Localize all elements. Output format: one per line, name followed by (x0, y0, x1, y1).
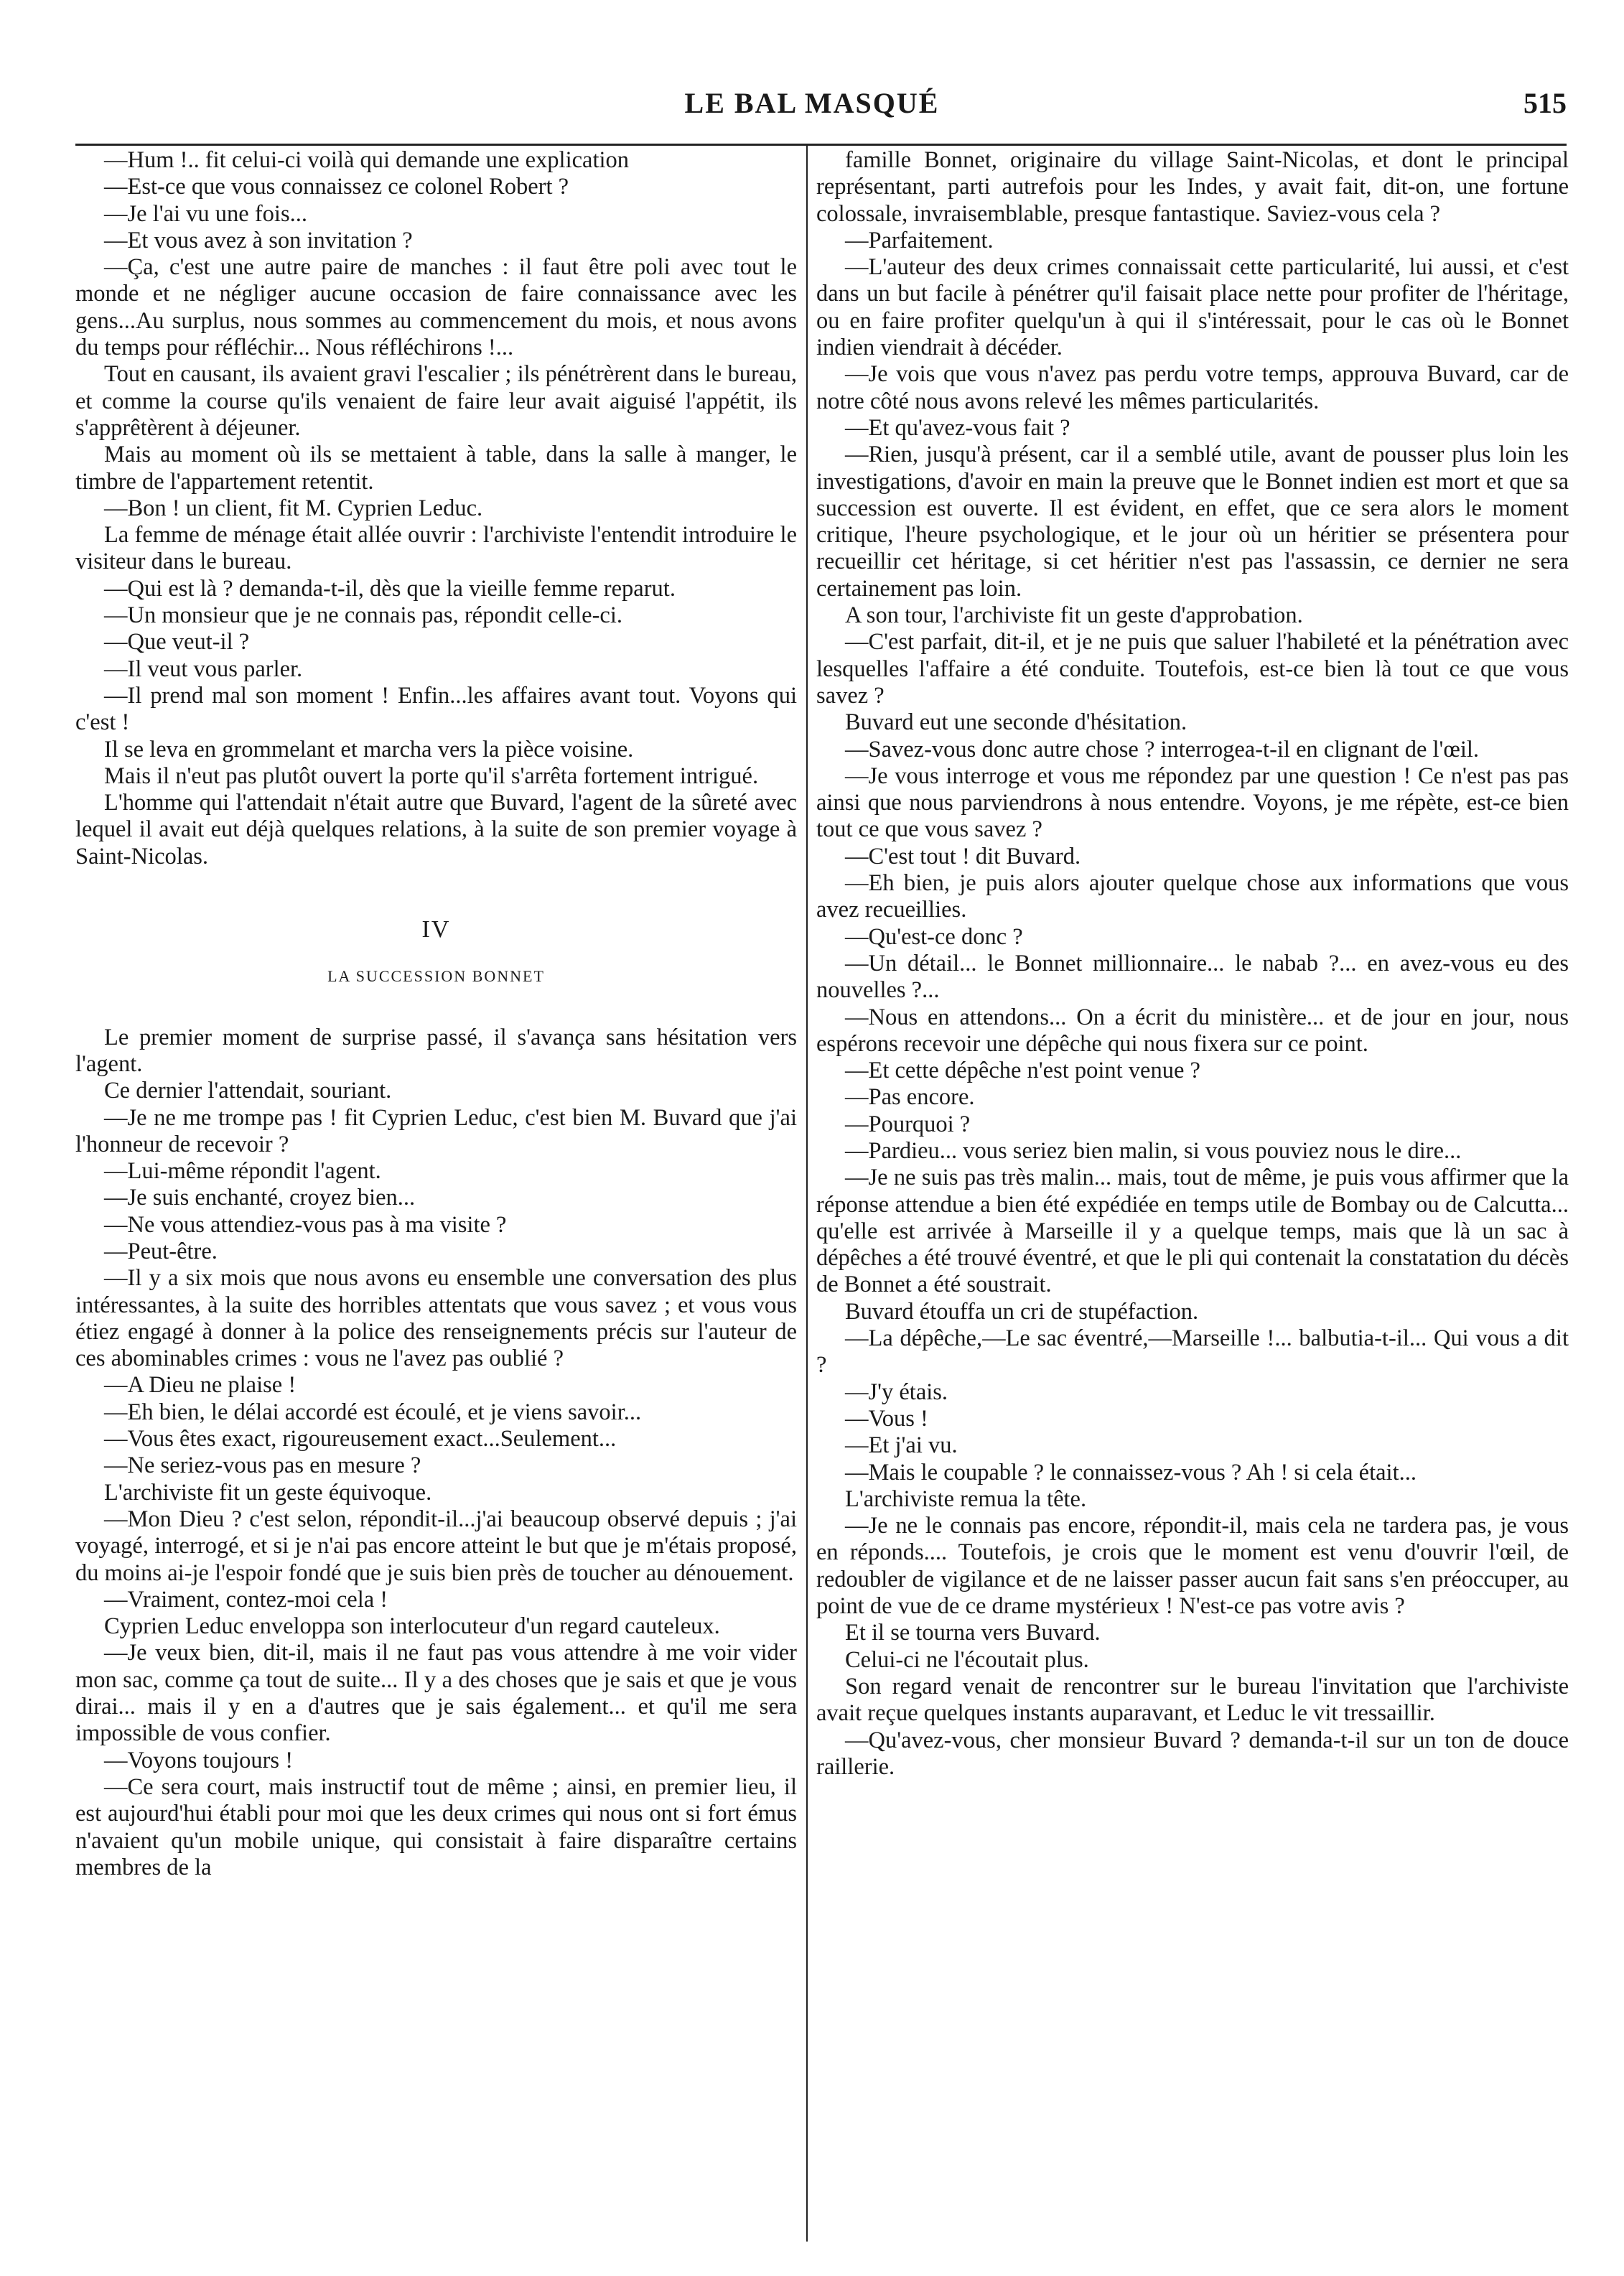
paragraph: —Et qu'avez-vous fait ? (845, 414, 1070, 441)
column-divider (806, 145, 808, 2242)
paragraph: La femme de ménage était allée ouvrir : l'archiviste l'entendit introduire le visiteur dans le bureau. (75, 522, 797, 575)
paragraph: —Parfaitement. (845, 227, 994, 253)
paragraph: —Et j'ai vu. (845, 1432, 958, 1459)
right-column (816, 147, 1569, 1781)
paragraph: —Je l'ai vu une fois... (104, 200, 307, 227)
paragraph: L'archiviste remua la tête. (845, 1486, 1087, 1512)
paragraph: —A Dieu ne plaise ! (104, 1372, 297, 1399)
paragraph: —Un monsieur que je ne connais pas, répondit celle-ci. (104, 602, 622, 629)
header-rule (75, 144, 1567, 146)
paragraph: —Je ne le connais pas encore, répondit-il, mais cela ne tardera pas, je vous en réponds.... Toutefois, je crois que le moment est venu d'ouvrir l'œil, de redoubler de vigilance et de ne laisser passer aucun fait sans s'en préoccuper, au point de vue de ce drame mystérieux ! N'est-ce pas votre avis ? (816, 1513, 1569, 1620)
paragraph: Il se leva en grommelant et marcha vers la pièce voisine. (104, 736, 634, 762)
paragraph: —Je ne suis pas très malin... mais, tout de même, je puis vous affirmer que la réponse attendue a bien été expédiée en temps utile de Bombay ou de Calcutta... qu'elle est arrivée à Marseille il y a quelque temps, mais que là un sac à dépêches a été trouvé éventré, et que le pli qui contenait la constatation du décès de Bonnet a été soustrait. (816, 1165, 1569, 1298)
left-column (75, 147, 797, 1881)
paragraph: —Savez-vous donc autre chose ? interrogea-t-il en clignant de l'œil. (845, 736, 1480, 762)
paragraph: —Mais le coupable ? le connaissez-vous ? Ah ! si cela était... (845, 1459, 1417, 1486)
paragraph: —Hum !.. fit celui-ci voilà qui demande une explication (104, 147, 630, 173)
paragraph: —Qui est là ? demanda-t-il, dès que la vieille femme reparut. (104, 575, 676, 602)
paragraph: famille Bonnet, originaire du village Saint-Nicolas, et dont le principal représentant, parti autrefois pour les Indes, y avait fait, dit-on, une fortune colossale, invraisemblable, presque fantastique. Saviez-vous cela ? (816, 147, 1569, 227)
paragraph: —Vous ! (845, 1405, 928, 1432)
paragraph: —Peut-être. (104, 1238, 218, 1264)
paragraph: —Qu'est-ce donc ? (845, 923, 1023, 950)
paragraph: —J'y étais. (845, 1379, 948, 1405)
paragraph: —Je veux bien, dit-il, mais il ne faut pas vous attendre à me voir vider mon sac, comme ça tout de suite... Il y a des choses que je sais et que je vous dirai... mais il y en a d'autres que je sais également... et qu'il me sera impossible de vous confier. (75, 1640, 797, 1747)
paragraph: —Un détail... le Bonnet millionnaire... le nabab ?... en avez-vous eu des nouvelles ?... (816, 950, 1569, 1004)
paragraph: —Ne vous attendiez-vous pas à ma visite ? (104, 1211, 507, 1238)
paragraph: —C'est parfait, dit-il, et je ne puis que saluer l'habileté et la pénétration avec lesquelles l'affaire a été conduite. Toutefois, est-ce bien là tout ce que vous savez ? (816, 629, 1569, 709)
page-header (0, 86, 1624, 129)
running-title: LE BAL MASQUÉ (684, 87, 940, 119)
paragraph: Cyprien Leduc enveloppa son interlocuteur d'un regard cauteleux. (104, 1613, 720, 1640)
paragraph: —Pardieu... vous seriez bien malin, si vous pouviez nous le dire... (845, 1137, 1462, 1164)
paragraph: Ce dernier l'attendait, souriant. (104, 1078, 392, 1104)
paragraph: Mais il n'eut pas plutôt ouvert la porte qu'il s'arrêta fortement intrigué. (104, 762, 759, 789)
paragraph: —Il y a six mois que nous avons eu ensemble une conversation des plus intéressantes, à la suite des horribles attentats que vous savez ; et vous vous étiez engagé à donner à la police des renseignements précis sur l'auteur de ces abominables crimes : vous ne l'avez pas oublié ? (75, 1265, 797, 1372)
paragraph: —Ce sera court, mais instructif tout de même ; ainsi, en premier lieu, il est aujourd'hui établi pour moi que les deux crimes qui nous ont si fort émus n'avaient qu'un mobile unique, qui consistait à faire disparaître certains membres de la (75, 1773, 797, 1880)
paragraph: —Mon Dieu ? c'est selon, répondit-il...j'ai beaucoup observé depuis ; j'ai voyagé, interrogé, et si je n'ai pas encore atteint le but que je m'étais proposé, du moins ai-je l'espoir fondé que je suis bien près de toucher au dénouement. (75, 1506, 797, 1586)
paragraph: Tout en causant, ils avaient gravi l'escalier ; ils pénétrèrent dans le bureau, et comme la course qu'ils venaient de faire leur avait aiguisé l'appétit, ils s'apprêtèrent à déjeuner. (75, 361, 797, 441)
paragraph: —Rien, jusqu'à présent, car il a semblé utile, avant de pousser plus loin les investigations, d'avoir en main la preuve que le Bonnet indien est mort et que sa succession est ouverte. Il est évident, en effet, que ce sera alors le moment critique, l'heure psychologique, et le jour où un héritier se présentera pour recueillir cet héritage, si cet héritier n'est pas l'assassin, ce dernier ne sera certainement pas loin. (816, 442, 1569, 602)
paragraph: —Je vois que vous n'avez pas perdu votre temps, approuva Buvard, car de notre côté nous avons relevé les mêmes particularités. (816, 361, 1569, 414)
paragraph: —Vous êtes exact, rigoureusement exact...Seulement... (104, 1426, 617, 1452)
paragraph: Celui-ci ne l'écoutait plus. (845, 1646, 1089, 1673)
paragraph: —Que veut-il ? (104, 629, 250, 656)
paragraph: —Nous en attendons... On a écrit du ministère... et de jour en jour, nous espérons recevoir une dépêche qui nous fixera sur ce point. (816, 1004, 1569, 1057)
page-number: 515 (1523, 87, 1567, 119)
paragraph: Buvard eut une seconde d'hésitation. (845, 709, 1187, 736)
paragraph: —Pas encore. (845, 1084, 975, 1111)
paragraph: L'homme qui l'attendait n'était autre que Buvard, l'agent de la sûreté avec lequel il avait eut déjà quelques relations, à la suite de son premier voyage à Saint-Nicolas. (75, 790, 797, 869)
paragraph: —Et cette dépêche n'est point venue ? (845, 1058, 1200, 1084)
paragraph: —Il prend mal son moment ! Enfin...les affaires avant tout. Voyons qui c'est ! (75, 682, 797, 736)
chapter-number: IV (421, 916, 451, 943)
paragraph: —Eh bien, je puis alors ajouter quelque chose aux informations que vous avez recueillies. (816, 870, 1569, 923)
paragraph: —C'est tout ! dit Buvard. (845, 843, 1081, 869)
paragraph: —Eh bien, le délai accordé est écoulé, et je viens savoir... (104, 1399, 642, 1425)
left-column-text-after-chapter (75, 1025, 797, 1882)
paragraph: Et il se tourna vers Buvard. (845, 1620, 1101, 1646)
paragraph: —Et vous avez à son invitation ? (104, 227, 413, 253)
paragraph: —Je vous interroge et vous me répondez par une question ! Ce n'est pas pas ainsi que nous parviendrons à nous entendre. Voyons, je me répète, est-ce bien tout ce que vous savez ? (816, 762, 1569, 843)
paragraph: Buvard étouffa un cri de stupéfaction. (845, 1298, 1199, 1325)
chapter-title: LA SUCCESSION BONNET (327, 967, 545, 986)
paragraph: —Lui-même répondit l'agent. (104, 1158, 381, 1185)
left-column-text-before-chapter (75, 147, 797, 870)
paragraph: Mais au moment où ils se mettaient à table, dans la salle à manger, le timbre de l'appartement retentit. (75, 442, 797, 495)
paragraph: —Pourquoi ? (845, 1111, 971, 1137)
paragraph: L'archiviste fit un geste équivoque. (104, 1479, 432, 1506)
right-column-text (816, 147, 1569, 1781)
paragraph: —L'auteur des deux crimes connaissait cette particularité, lui aussi, et c'est dans un but facile à pénétrer qu'il faisait place nette pour profiter de l'héritage, ou en faire profiter quelqu'un à qui il s'intéressait, pour le cas où le Bonnet indien viendrait à décéder. (816, 254, 1569, 361)
paragraph: —Qu'avez-vous, cher monsieur Buvard ? demanda-t-il sur un ton de douce raillerie. (816, 1727, 1569, 1780)
paragraph: —Ne seriez-vous pas en mesure ? (104, 1452, 421, 1479)
paragraph: Son regard venait de rencontrer sur le bureau l'invitation que l'archiviste avait reçue quelques instants auparavant, et Leduc le vit tressaillir. (816, 1673, 1569, 1727)
paragraph: —Ça, c'est une autre paire de manches : il faut être poli avec tout le monde et ne négliger aucune occasion de faire connaissance avec les gens...Au surplus, nous sommes au commencement du mois, et nous avons du temps pour réfléchir... Nous réfléchirons !... (75, 254, 797, 361)
paragraph: —Je ne me trompe pas ! fit Cyprien Leduc, c'est bien M. Buvard que j'ai l'honneur de recevoir ? (75, 1104, 797, 1157)
paragraph: —Je suis enchanté, croyez bien... (104, 1185, 416, 1211)
paragraph: —Voyons toujours ! (104, 1747, 294, 1773)
paragraph: —Vraiment, contez-moi cela ! (104, 1586, 388, 1613)
paragraph: Le premier moment de surprise passé, il s'avança sans hésitation vers l'agent. (75, 1024, 797, 1077)
paragraph: —Est-ce que vous connaissez ce colonel Robert ? (104, 174, 569, 200)
paragraph: —Bon ! un client, fit M. Cyprien Leduc. (104, 495, 483, 521)
paragraph: A son tour, l'archiviste fit un geste d'approbation. (845, 602, 1303, 629)
paragraph: —La dépêche,—Le sac éventré,—Marseille !... balbutia-t-il... Qui vous a dit ? (816, 1325, 1569, 1379)
paragraph: —Il veut vous parler. (104, 656, 303, 682)
